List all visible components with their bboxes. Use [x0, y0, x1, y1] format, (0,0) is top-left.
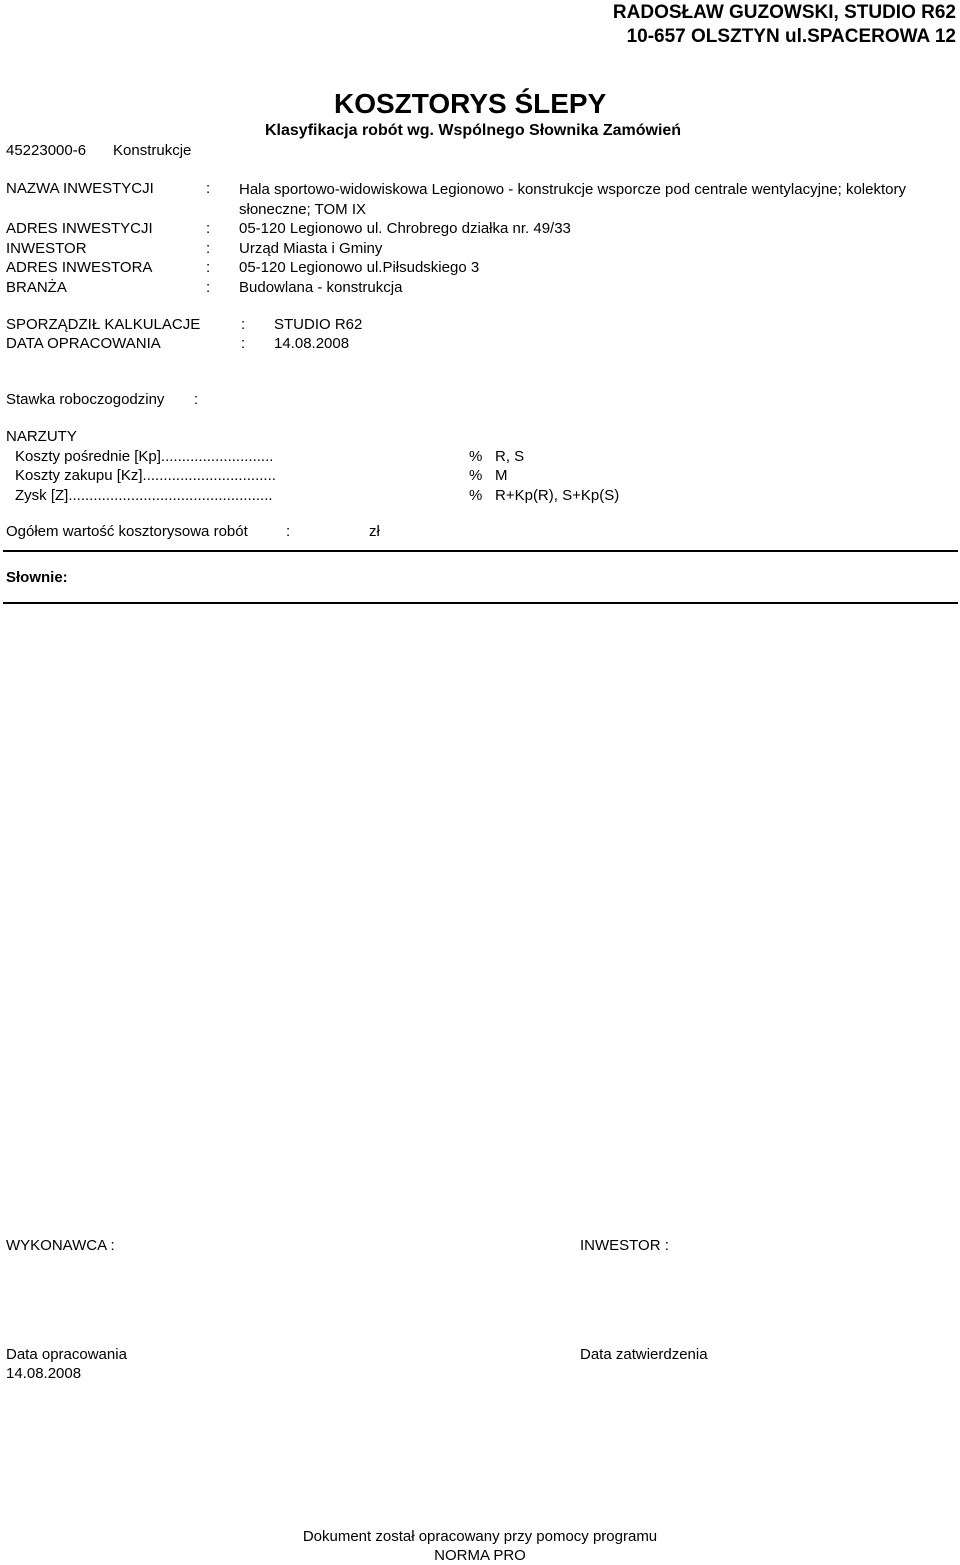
indirect-costs-basis: R, S — [495, 448, 525, 465]
currency-label: zł — [369, 523, 380, 540]
classification-code: 45223000-6 — [6, 142, 87, 159]
branch-value: Budowlana - konstrukcja — [239, 279, 403, 296]
profit-label: Zysk [Z]................................................. — [15, 487, 273, 504]
divider-line — [3, 602, 958, 604]
prep-date-label: DATA OPRACOWANIA — [6, 335, 161, 352]
separator: : — [206, 180, 211, 197]
prep-date-value: 14.08.2008 — [274, 335, 350, 352]
surcharges-heading: NARZUTY — [6, 428, 77, 445]
separator: : — [206, 279, 211, 296]
investor-value: Urząd Miasta i Gminy — [239, 240, 383, 257]
divider-line — [3, 550, 958, 552]
preparation-date-label: Data opracowania — [6, 1346, 127, 1363]
investor-signature-label: INWESTOR : — [580, 1237, 669, 1254]
project-name-value: Hala sportowo-widowiskowa Legionowo - konstrukcje wsporcze pod centrale wentylacyjne; kolektory słoneczne; TOM IX — [239, 181, 906, 218]
classification-name: Konstrukcje — [113, 142, 192, 159]
amount-in-words-label: Słownie: — [6, 569, 68, 586]
investor-label: INWESTOR — [6, 240, 87, 257]
profit-basis: R+Kp(R), S+Kp(S) — [495, 487, 620, 504]
company-name: RADOSŁAW GUZOWSKI, STUDIO R62 — [612, 2, 956, 23]
footer-note: Dokument został opracowany przy pomocy programu — [302, 1528, 658, 1545]
percent-unit: % — [469, 487, 483, 504]
separator: : — [241, 335, 246, 352]
project-address-label: ADRES INWESTYCJI — [6, 220, 153, 237]
investor-address-label: ADRES INWESTORA — [6, 259, 153, 276]
separator: : — [206, 259, 211, 276]
document-title: KOSZTORYS ŚLEPY — [334, 88, 607, 119]
separator: : — [241, 316, 246, 333]
classification-label: Klasyfikacja robót wg. Wspólnego Słownika Zamówień — [265, 122, 682, 139]
software-name: NORMA PRO — [434, 1547, 526, 1564]
indirect-costs-label: Koszty pośrednie [Kp]........................... — [15, 448, 274, 465]
separator: : — [206, 240, 211, 257]
purchase-costs-basis: M — [495, 467, 508, 484]
hourly-rate-label: Stawka roboczogodziny — [6, 391, 165, 408]
percent-unit: % — [469, 467, 483, 484]
separator: : — [206, 220, 211, 237]
investor-address-value: 05-120 Legionowo ul.Piłsudskiego 3 — [239, 259, 480, 276]
percent-unit: % — [469, 448, 483, 465]
project-name-label: NAZWA INWESTYCJI — [6, 180, 154, 197]
company-address: 10-657 OLSZTYN ul.SPACEROWA 12 — [626, 26, 956, 47]
contractor-label: WYKONAWCA : — [6, 1237, 115, 1254]
separator: : — [286, 523, 291, 540]
purchase-costs-label: Koszty zakupu [Kz]................................ — [15, 467, 276, 484]
prepared-by-label: SPORZĄDZIŁ KALKULACJE — [6, 316, 201, 333]
total-value-label: Ogółem wartość kosztorysowa robót — [6, 523, 248, 540]
preparation-date-value: 14.08.2008 — [6, 1365, 82, 1382]
project-address-value: 05-120 Legionowo ul. Chrobrego działka nr. 49/33 — [239, 220, 571, 237]
separator: : — [194, 391, 199, 408]
prepared-by-value: STUDIO R62 — [274, 316, 363, 333]
branch-label: BRANŻA — [6, 279, 67, 296]
approval-date-label: Data zatwierdzenia — [580, 1346, 708, 1363]
